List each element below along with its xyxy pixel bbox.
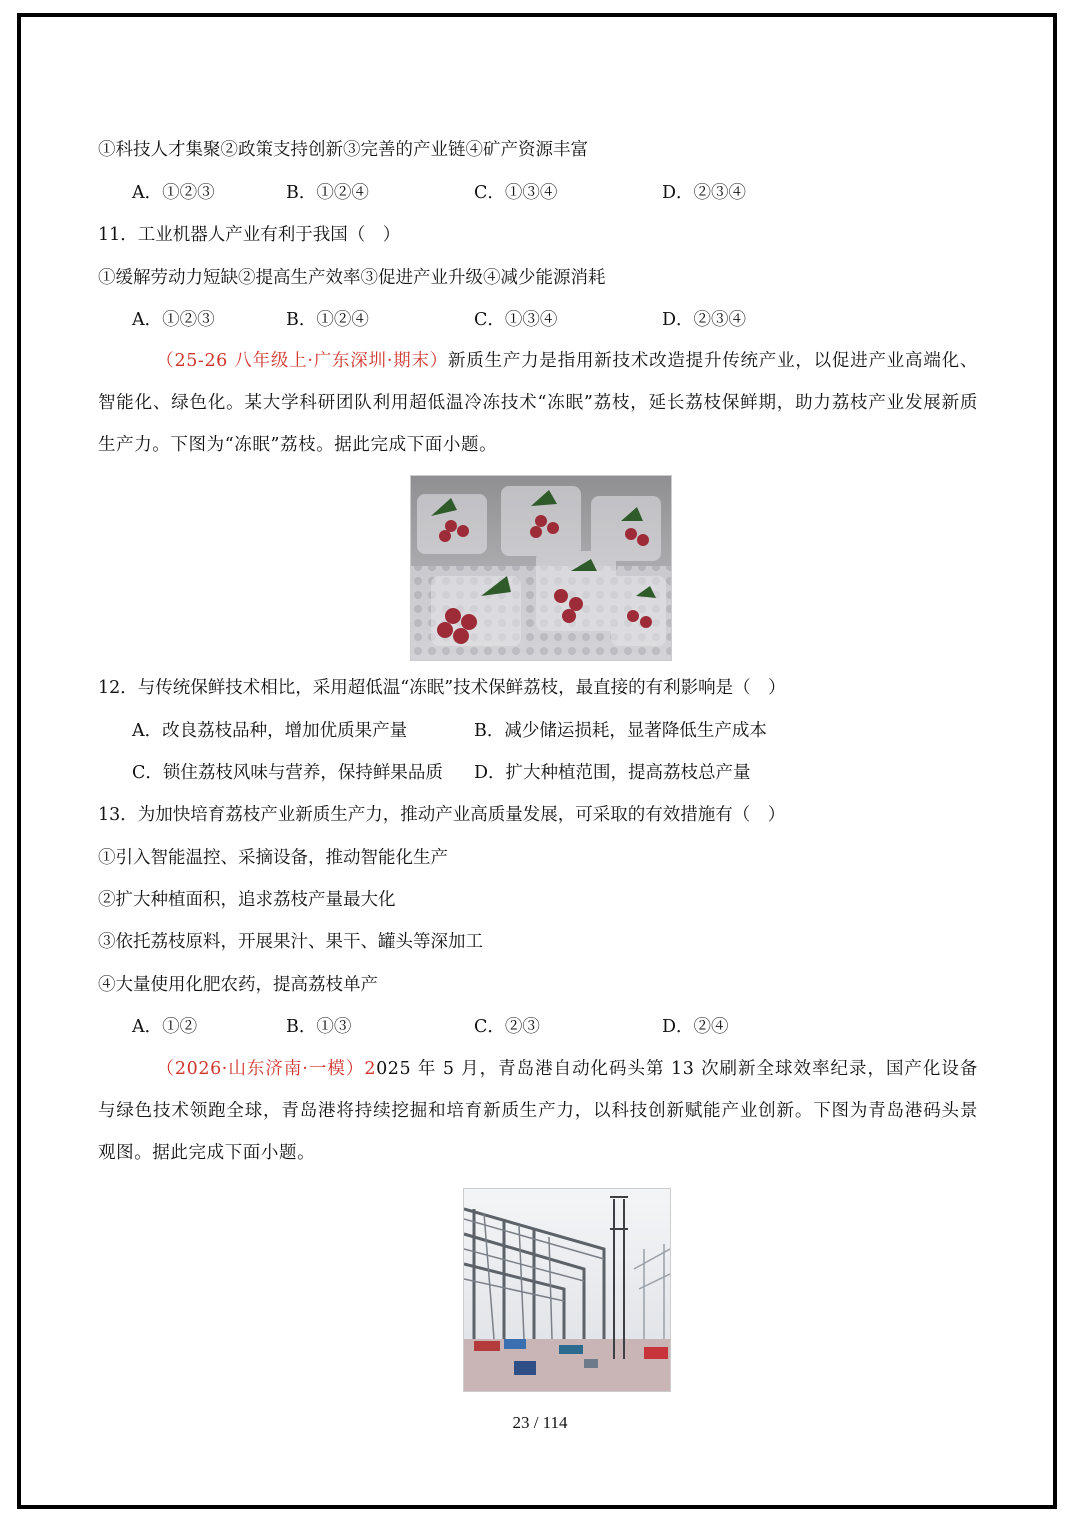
q10-option-b: B．①②④	[286, 183, 369, 203]
frozen-lychee-photo	[410, 475, 672, 661]
passage-qingdao-source: （2026·山东济南·一模）2	[156, 1059, 377, 1079]
q11-option-c: C．①③④	[474, 310, 558, 330]
q10-statements: ①科技人才集聚②政策支持创新③完善的产业链④矿产资源丰富	[98, 140, 588, 160]
q10-option-c: C．①③④	[474, 183, 558, 203]
q13-statement-3: ③依托荔枝原料，开展果汁、果干、罐头等深加工	[98, 932, 483, 952]
q11-stem: 11．工业机器人产业有利于我国（ ）	[98, 225, 401, 245]
q10-option-d: D．②③④	[662, 183, 747, 203]
passage-lychee-source: （25-26 八年级上·广东深圳·期末）	[156, 351, 449, 371]
q11-option-b: B．①②④	[286, 310, 369, 330]
q13-option-c: C．②③	[474, 1017, 540, 1037]
q13-option-b: B．①③	[286, 1017, 352, 1037]
passage-qingdao-text: 025 年 5 月，青岛港自动化码头第 13 次刷新全球效率纪录，国产化设备与绿色技术领跑全球，青岛港将持续挖掘和培育新质生产力，以科技创新赋能产业创新。下图为青岛港码头景观图。据此完成下面小题。	[98, 1059, 978, 1163]
page-number: 23 / 114	[512, 1413, 568, 1432]
q12-stem: 12．与传统保鲜技术相比，采用超低温“冻眠”技术保鲜荔枝，最直接的有利影响是（ ）	[98, 678, 786, 698]
q12-option-b: B．减少储运损耗，显著降低生产成本	[474, 721, 767, 741]
passage-qingdao	[98, 1048, 978, 1174]
q12-option-a: A．改良荔枝品种，增加优质果产量	[132, 721, 408, 741]
q13-statement-2: ②扩大种植面积，追求荔枝产量最大化	[98, 890, 396, 910]
passage-lychee-text: 新质生产力是指用新技术改造提升传统产业，以促进产业高端化、智能化、绿色化。某大学科研团队利用超低温冷冻技术“冻眠”荔枝，延长荔枝保鲜期，助力荔枝产业发展新质生产力。下图为“冻眠”荔枝。据此完成下面小题。	[98, 351, 978, 455]
q13-statement-4: ④大量使用化肥农药，提高荔枝单产	[98, 975, 378, 995]
q12-option-c: C．锁住荔枝风味与营养，保持鲜果品质	[132, 763, 443, 783]
q13-option-d: D．②④	[662, 1017, 729, 1037]
q10-option-a: A．①②③	[132, 183, 215, 203]
qingdao-port-photo	[463, 1188, 671, 1392]
q13-option-a: A．①②	[132, 1017, 198, 1037]
q13-statement-1: ①引入智能温控、采摘设备，推动智能化生产	[98, 848, 448, 868]
q11-statements: ①缓解劳动力短缺②提高生产效率③促进产业升级④减少能源消耗	[98, 268, 606, 288]
q12-option-d: D．扩大种植范围，提高荔枝总产量	[474, 763, 751, 783]
passage-lychee	[98, 340, 978, 466]
q13-stem: 13．为加快培育荔枝产业新质生产力，推动产业高质量发展，可采取的有效措施有（ ）	[98, 805, 786, 825]
q11-option-d: D．②③④	[662, 310, 747, 330]
q11-option-a: A．①②③	[132, 310, 215, 330]
